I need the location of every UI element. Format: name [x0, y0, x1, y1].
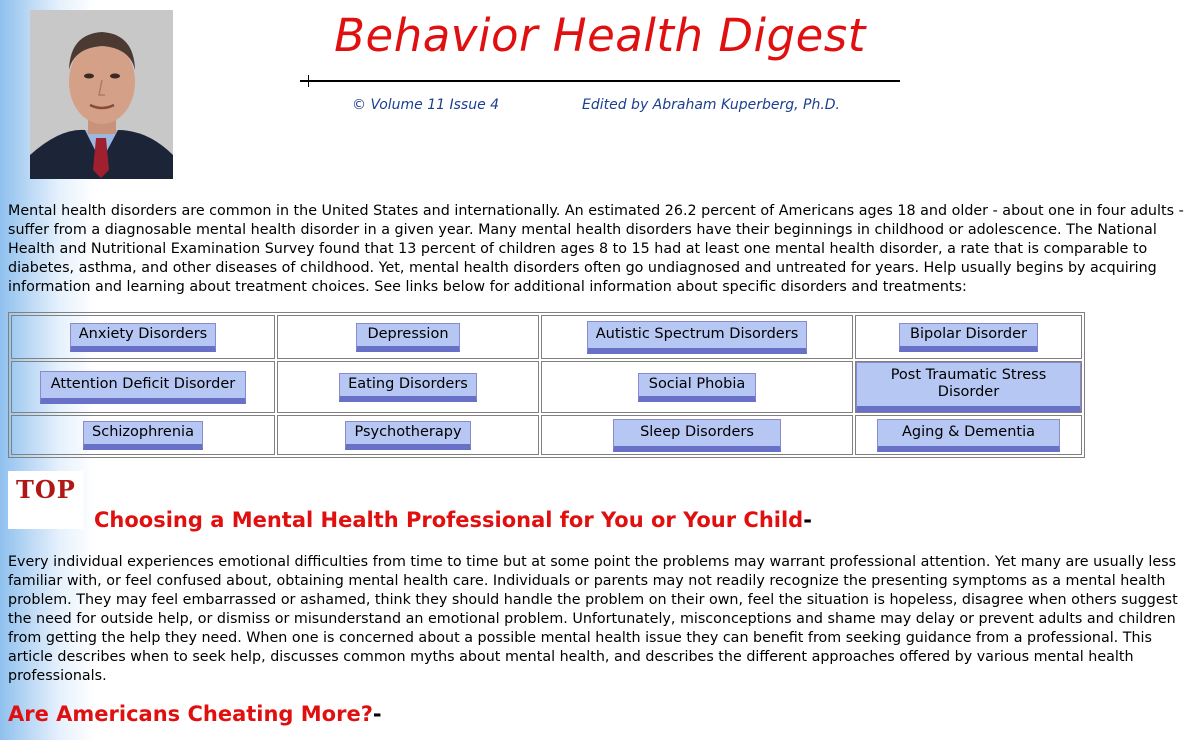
topic-cell — [11, 415, 275, 455]
topic-links-table — [8, 312, 1085, 458]
psychotherapy-button[interactable]: Psychotherapy — [345, 421, 470, 450]
section-paragraph: Every individual experiences emotional difficulties from time to time but at some point the problems may warrant professional attention. Yet many are usually less familiar with, or feel confused about, obtaining mental health care. Individuals or parents may not readily recognize the presenting symptoms as a mental health problem. They may feel embarrassed or ashamed, think they should handle the problem on their own, feel the situation is hopeless, disagree when others suggest the need for outside help, or dismiss or misunderstand an emotional problem. Unfortunately, misconceptions and shame may delay or prevent adults and children from getting the help they need. When one is concerned about a possible mental health issue they can benefit from seeking guidance from a professional. This article describes when to seek help, discusses common myths about mental health, and describes the different approaches offered by various mental health professionals. — [8, 554, 1178, 684]
topic-cell — [855, 315, 1082, 359]
editor-photo — [30, 10, 173, 179]
anxiety-disorders-button[interactable]: Anxiety Disorders — [70, 323, 216, 352]
topic-cell — [541, 315, 853, 359]
title-divider — [300, 80, 900, 82]
topic-cell — [277, 315, 539, 359]
section-heading-cheating[interactable] — [8, 702, 382, 726]
eating-disorders-button[interactable]: Eating Disorders — [339, 373, 477, 402]
heading-dash: - — [803, 508, 812, 532]
page-title: Behavior Health Digest — [334, 9, 866, 62]
heading-dash: - — [372, 702, 382, 726]
bipolar-disorder-button[interactable]: Bipolar Disorder — [899, 323, 1038, 352]
sleep-disorders-button[interactable]: Sleep Disorders — [613, 419, 781, 452]
section-heading-text[interactable]: Choosing a Mental Health Professional for You or Your Child — [94, 508, 804, 532]
schizophrenia-button[interactable]: Schizophrenia — [83, 421, 203, 450]
section-heading-text[interactable]: Are Americans Cheating More? — [8, 702, 373, 726]
section-heading-choosing-professional[interactable] — [94, 508, 812, 532]
autistic-spectrum-disorders-button[interactable]: Autistic Spectrum Disorders — [587, 321, 808, 354]
social-phobia-button[interactable]: Social Phobia — [638, 373, 757, 402]
topic-cell — [541, 361, 853, 413]
topic-cell — [541, 415, 853, 455]
ptsd-button[interactable]: Post Traumatic Stress Disorder — [856, 362, 1081, 412]
topic-cell — [855, 361, 1082, 413]
topic-cell — [277, 415, 539, 455]
intro-paragraph: Mental health disorders are common in the United States and internationally. An estimated 26.2 percent of Americans ages 18 and older - about one in four adults - suffer from a diagnosable mental health disorder in a given year. Many mental health disorders have their beginnings in childhood or adolescence. The National Health and Nutritional Examination Survey found that 13 percent of children ages 8 to 15 had at least one mental health disorder, a rate that is comparable to diabetes, asthma, and other diseases of childhood. Yet, mental health disorders often go undiagnosed and untreated for years. Help usually begins by acquiring information and learning about treatment choices. See links below for additional information about specific disorders and treatments: — [8, 203, 1184, 295]
title-divider-tick — [308, 75, 309, 87]
depression-button[interactable]: Depression — [356, 323, 459, 352]
topic-cell — [11, 361, 275, 413]
aging-dementia-button[interactable]: Aging & Dementia — [877, 419, 1060, 452]
volume-issue: © Volume 11 Issue 4 — [352, 97, 500, 113]
topic-cell — [11, 315, 275, 359]
editor-credit: Edited by Abraham Kuperberg, Ph.D. — [582, 97, 840, 113]
top-link-label: TOP — [16, 475, 76, 504]
attention-deficit-disorder-button[interactable]: Attention Deficit Disorder — [40, 371, 246, 404]
topic-cell — [277, 361, 539, 413]
topic-cell — [855, 415, 1082, 455]
top-link[interactable] — [8, 471, 83, 529]
